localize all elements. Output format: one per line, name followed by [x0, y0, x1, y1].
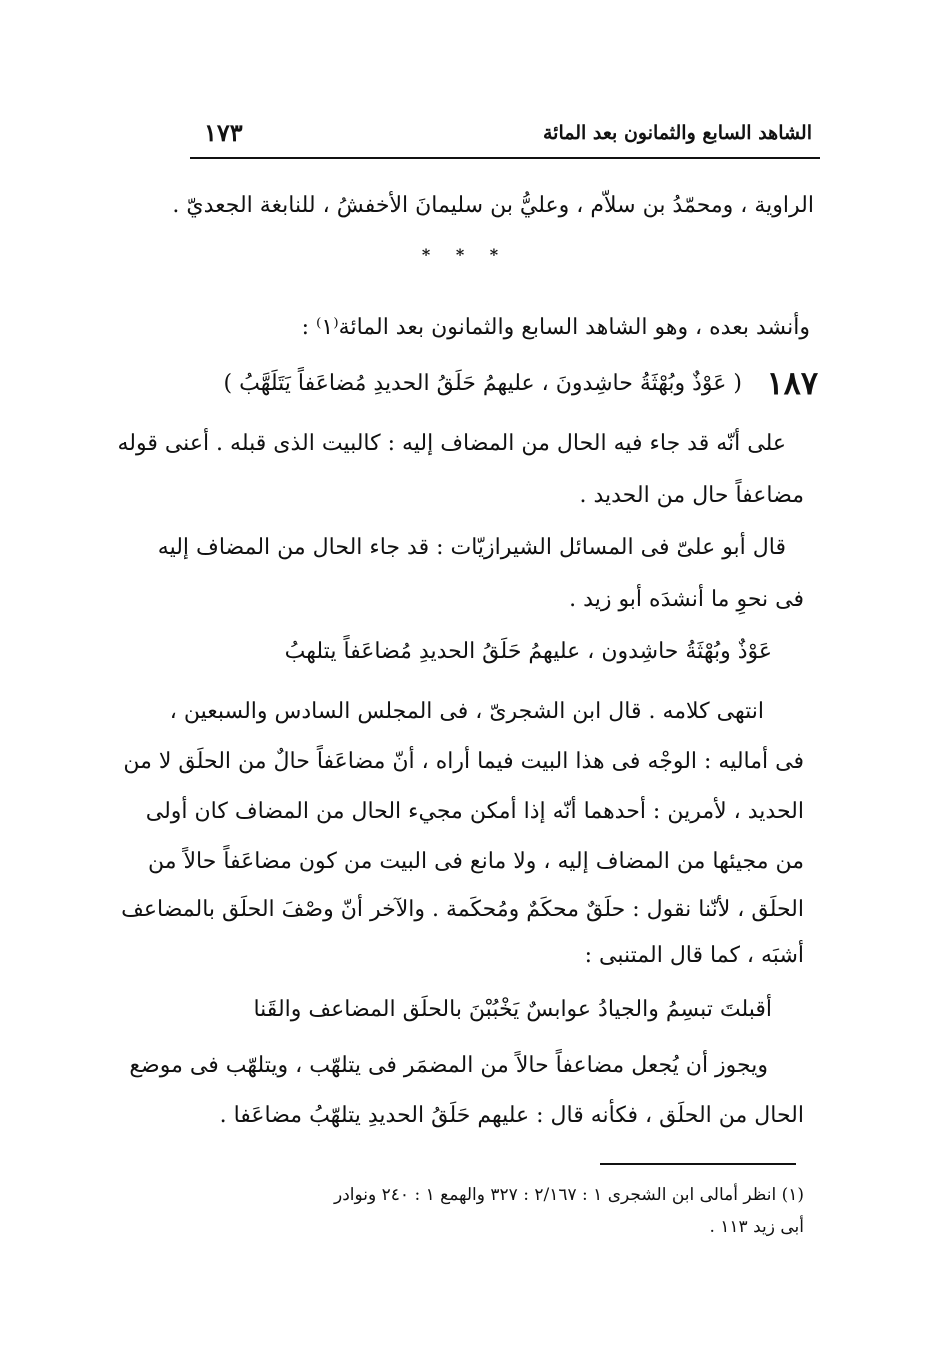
paragraph-1-line-2: مضاعفاً حال من الحديد .	[579, 483, 804, 508]
footnote-line-1: (١) انظر أمالى ابن الشجرى ١ : ٢/١٦٧ : ٣٢٧ والهمع ١ : ٢٤٠ ونوادر	[334, 1185, 804, 1205]
paragraph-3-line-4: من مجيئها من المضاف إليه ، ولا مانع فى البيت من كون مضاعَفاً حالاً من	[147, 849, 804, 874]
paragraph-3-line-5: الحلَق ، لأنّنا نقول : حلَقٌ محكَمٌ ومُحكَمة . والآخر أنّ وصْفَ الحلَق بالمضاعف	[121, 897, 804, 922]
paragraph-2-line-2: فى نحوِ ما أنشدَه أبو زيد .	[569, 587, 804, 612]
paragraph-4-line-2: الحال من الحلَق ، فكأنه قال : عليهم حَلَقُ الحديدِ يتلهّبُ مضاعَفا .	[219, 1103, 804, 1128]
verse-number: ١٨٧	[766, 364, 818, 402]
paragraph-3-line-3: الحديد ، لأمرين : أحدهما أنّه إذا أمكن مجيء الحال من المضاف كان أولى	[145, 799, 804, 824]
paragraph-1-line-1: على أنّه قد جاء فيه الحال من المضاف إليه : كالبيت الذى قبله . أعنى قوله	[117, 431, 786, 456]
verse-line-2: عَوْذٌ وبُهْثَةُ حاشِدون ، عليهمُ حَلَقُ الحديدِ مُضاعَفاً يتلهبُ	[284, 639, 772, 664]
text-line-1: الراوية ، ومحمّدُ بن سلاّم ، وعليُّ بن سليمانَ الأخفشُ ، للنابغة الجعديّ .	[172, 193, 814, 218]
footnote-rule	[600, 1163, 796, 1165]
verse-line-3: أقبلتَ تبسِمُ والجيادُ عوابسٌ يَخْبُبْنَ بالحلَق المضاعف والقَنا	[253, 997, 772, 1022]
paragraph-4-line-1: ويجوز أن يُجعل مضاعفاً حالاً من المضمَر فى يتلهّب ، ويتلهّب فى موضع	[129, 1053, 768, 1078]
page-header	[190, 118, 820, 158]
paragraph-3-line-6: أشبَه ، كما قال المتنبى :	[584, 943, 804, 968]
verse-line-1: ( عَوْذٌ وبُهْثَةُ حاشِدونَ ، عليهمُ حَلَقُ الحديدِ مُضاعَفاً يَتَلَهَّبُ )	[223, 371, 742, 396]
section-separator: * * *	[421, 245, 509, 264]
paragraph-3-line-1: انتهى كلامه . قال ابن الشجرىّ ، فى المجلس السادس والسبعين ،	[169, 699, 764, 724]
paragraph-2-line-1: قال أبو علىّ فى المسائل الشيرازيّات : قد جاء الحال من المضاف إليه	[157, 535, 786, 560]
running-head: الشاهد السابع والثمانون بعد المائة	[542, 122, 812, 144]
paragraph-3-line-2: فى أماليه : الوجْه فى هذا البيت فيما أراه ، أنّ مضاعَفاً حالٌ من الحلَق لا من	[123, 749, 804, 774]
page-number: ١٧٣	[204, 118, 243, 147]
intro-line: وأنشد بعده ، وهو الشاهد السابع والثمانون بعد المائة⁽١⁾ :	[301, 315, 810, 340]
header-rule	[190, 157, 820, 159]
footnote-line-2: أبى زيد ١١٣ .	[709, 1217, 804, 1237]
